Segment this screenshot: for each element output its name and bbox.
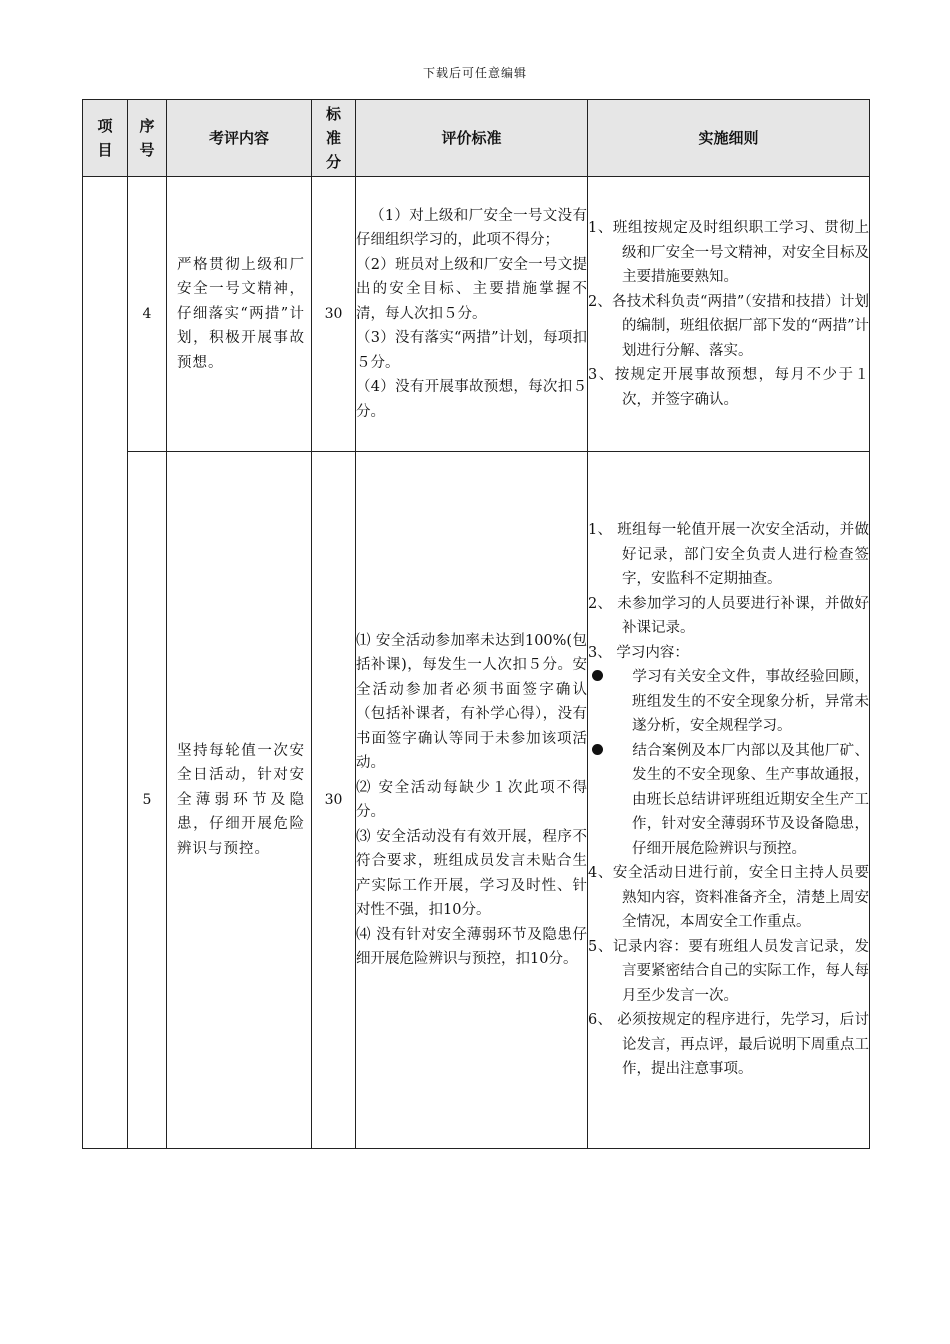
row-content: 严格贯彻上级和厂安全一号文精神，仔细落实“两措”计划，积极开展事故预想。 <box>167 177 312 452</box>
row-criteria <box>356 177 588 452</box>
row-details <box>588 177 870 452</box>
detail-bullet-item: 结合案例及本厂内部以及其他厂矿、发生的不安全现象、生产事故通报，由班长总结讲评班组近期安全生产工作，针对安全薄弱环节及设备隐患，仔细开展危险辨识与预控。 <box>588 739 869 862</box>
detail-item: 6、 必须按规定的程序进行，先学习，后讨论发言，再点评，最后说明下周重点工作，提出注意事项。 <box>588 1012 869 1078</box>
header-details: 实施细则 <box>588 100 870 177</box>
detail-item: 3、按规定开展事故预想，每月不少于１次，并签字确认。 <box>588 367 869 408</box>
criteria-item: ⑷ 没有针对安全薄弱环节及隐患仔细开展危险辨识与预控，扣10分。 <box>356 926 587 967</box>
evaluation-table <box>82 99 870 1149</box>
row-criteria <box>356 452 588 1149</box>
detail-item: 5、记录内容：要有班组人员发言记录，发言要紧密结合自己的实际工作，每人每月至少发言一次。 <box>588 938 869 1004</box>
row-score: 30 <box>312 177 356 452</box>
bullet-icon <box>588 739 632 764</box>
row-seq: 5 <box>128 452 167 1149</box>
header-score: 标准分 <box>312 100 356 177</box>
detail-item: 2、 未参加学习的人员要进行补课，并做好补课记录。 <box>588 595 869 637</box>
criteria-item: （2）班员对上级和厂安全一号文提出的安全目标、主要措施掌握不清，每人次扣５分。 <box>356 256 587 322</box>
row-details <box>588 452 870 1149</box>
detail-bullet-item: 学习有关安全文件，事故经验回顾，班组发生的不安全现象分析，异常未遂分析，安全规程学习。 <box>588 665 869 739</box>
header-project: 项目 <box>83 100 128 177</box>
table-row <box>83 452 870 1149</box>
row-seq: 4 <box>128 177 167 452</box>
detail-item: 2、各技术科负责“两措”（安措和技措）计划的编制，班组依据厂部下发的“两措”计划进行分解、落实。 <box>588 293 869 359</box>
criteria-item: （4）没有开展事故预想，每次扣５分。 <box>356 379 587 420</box>
header-row <box>83 100 870 177</box>
detail-item: 1、 班组每一轮值开展一次安全活动，并做好记录，部门安全负责人进行检查签字，安监科不定期抽查。 <box>588 522 869 588</box>
detail-item: 3、 学习内容： <box>588 644 689 661</box>
criteria-item: ⑶ 安全活动没有有效开展，程序不符合要求，班组成员发言未贴合生产实际工作开展，学习及时性、针对性不强，扣10分。 <box>356 828 587 918</box>
criteria-item: ⑴ 安全活动参加率未达到100%(包括补课)，每发生一人次扣５分。安全活动参加者必须书面签字确认（包括补课者，有补学心得），没有书面签字确认等同于未参加该项活动。 <box>356 632 587 771</box>
project-cell <box>83 177 128 1149</box>
bullet-icon <box>588 665 632 690</box>
row-content: 坚持每轮值一次安全日活动，针对安全薄弱环节及隐患，仔细开展危险辨识与预控。 <box>167 452 312 1149</box>
criteria-item: ⑵ 安全活动每缺少１次此项不得分。 <box>356 779 587 820</box>
header-content: 考评内容 <box>167 100 312 177</box>
detail-item: 1、班组按规定及时组织职工学习、贯彻上级和厂安全一号文精神，对安全目标及主要措施要熟知。 <box>588 220 869 285</box>
criteria-item: （1）对上级和厂安全一号文没有仔细组织学习的，此项不得分； <box>356 207 587 249</box>
header-criteria: 评价标准 <box>356 100 588 177</box>
row-score: 30 <box>312 452 356 1149</box>
header-seq: 序号 <box>128 100 167 177</box>
detail-item: 4、安全活动日进行前，安全日主持人员要熟知内容，资料准备齐全，清楚上周安全情况，本周安全工作重点。 <box>588 865 869 931</box>
header-note: 下载后可任意编辑 <box>422 66 527 80</box>
criteria-item: （3）没有落实“两措”计划，每项扣５分。 <box>356 330 587 371</box>
table-row <box>83 177 870 452</box>
